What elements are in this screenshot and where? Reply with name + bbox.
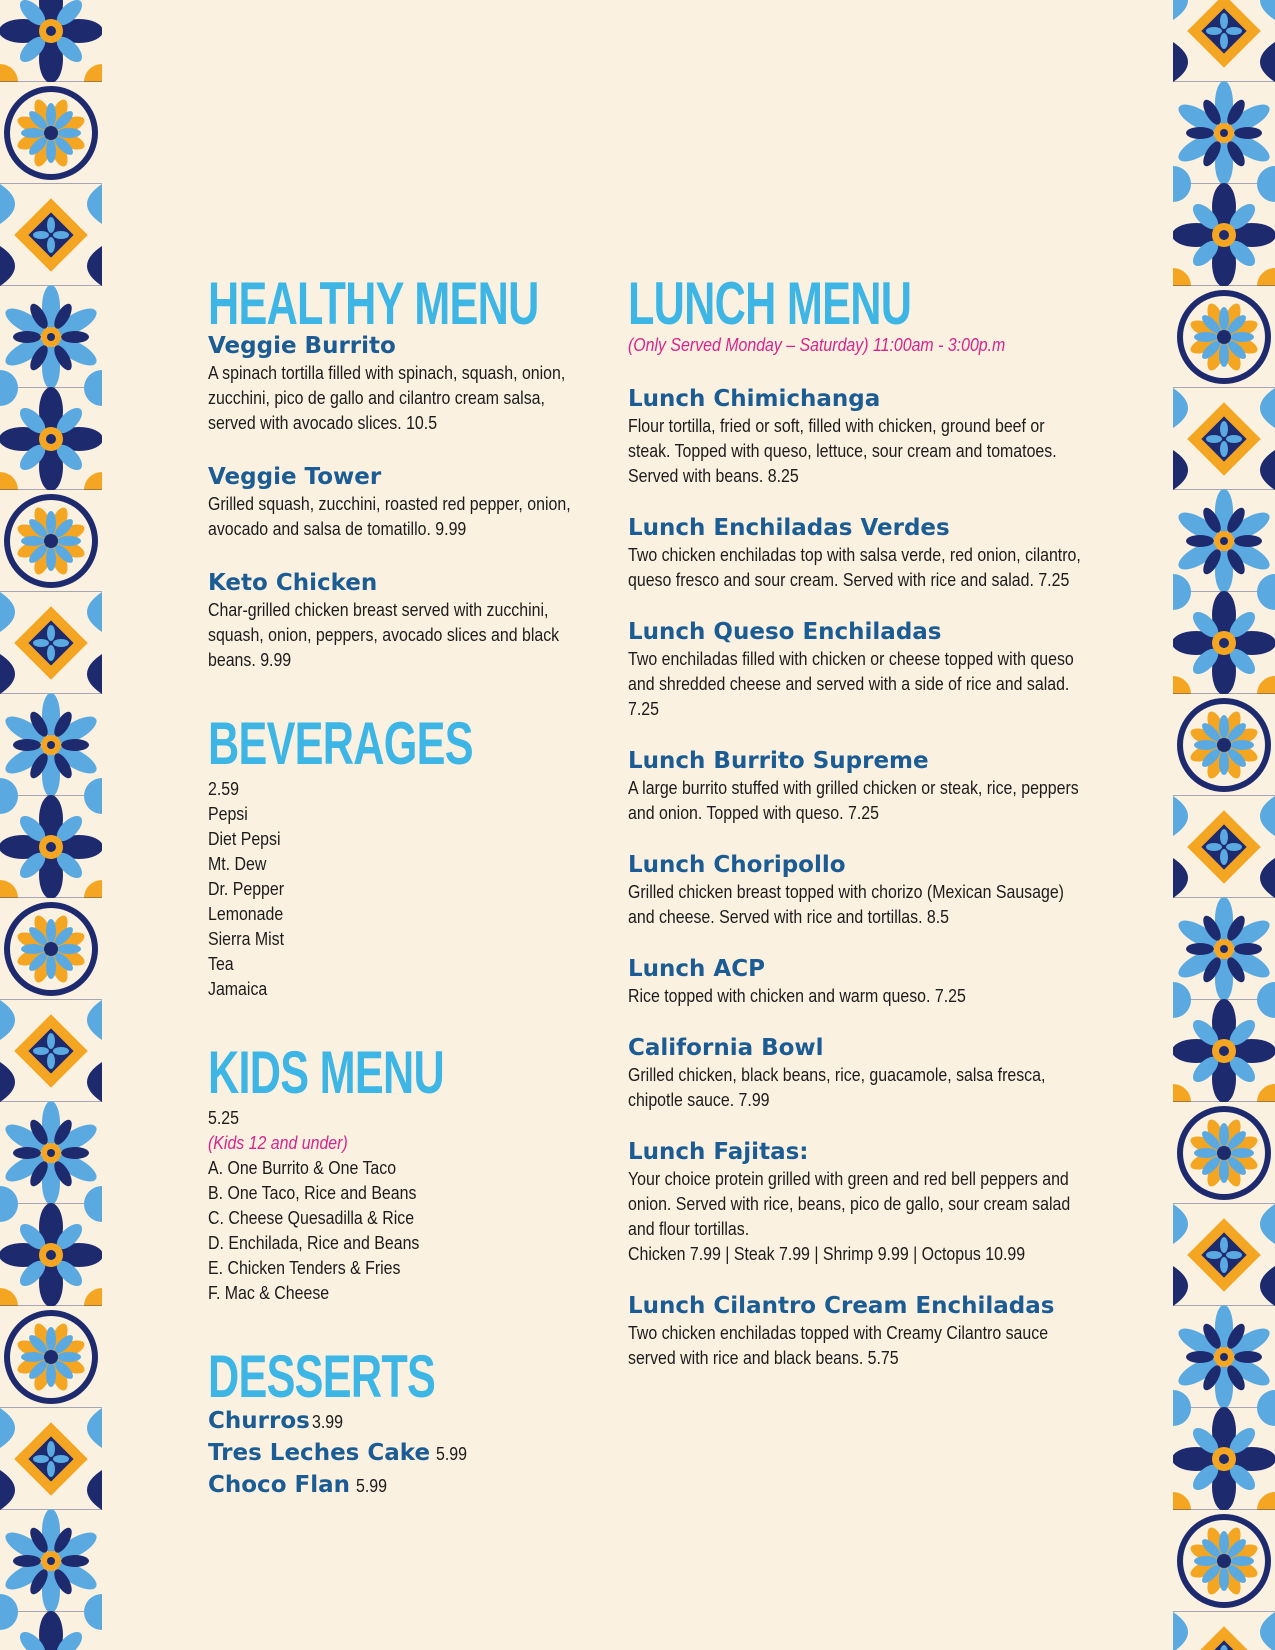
tile-motif — [1173, 694, 1275, 796]
item-description: Grilled chicken, black beans, rice, guacamole, salsa fresca, chipotle sauce. 7.99 — [628, 1064, 1046, 1110]
list-item: Sierra Mist — [208, 928, 285, 949]
tile-motif — [0, 82, 102, 184]
kids-age-note: (Kids 12 and under) — [208, 1132, 348, 1153]
item-price: 3.99 — [311, 1411, 343, 1432]
item-description: Two chicken enchiladas top with salsa verde, red onion, cilantro, queso fresco and sour cream. Served with rice and salad. 7.25 — [628, 544, 1081, 590]
item-name: Lunch ACP — [628, 956, 765, 982]
tile-motif — [0, 1306, 102, 1408]
item-name: Lunch Queso Enchiladas — [628, 619, 942, 645]
list-item: Dr. Pepper — [208, 878, 285, 899]
item-name: Tres Leches Cake — [208, 1440, 431, 1466]
menu-item — [628, 1034, 1088, 1112]
item-prices: Chicken 7.99 | Steak 7.99 | Shrimp 9.99 | Octopus 10.99 — [628, 1243, 1026, 1264]
item-name: Lunch Enchiladas Verdes — [628, 515, 950, 541]
tile-motif — [0, 490, 102, 592]
list-item: E. Chicken Tenders & Fries — [208, 1257, 401, 1278]
kids-price: 5.25 — [208, 1107, 239, 1128]
item-name: Churros — [208, 1408, 310, 1434]
menu-item — [628, 851, 1088, 929]
tile-motif — [1173, 574, 1275, 712]
talavera-tile-pattern — [0, 0, 102, 1650]
menu-item — [628, 385, 1088, 488]
left-tile-border — [0, 0, 102, 1650]
item-description: A spinach tortilla filled with spinach, squash, onion, zucchini, pico de gallo and cilantro cream salsa, served with avocado slices. 10.5 — [208, 362, 566, 433]
list-item: F. Mac & Cheese — [208, 1282, 330, 1303]
item-name: Veggie Burrito — [208, 333, 396, 359]
menu-item — [628, 514, 1088, 592]
item-description: Two enchiladas filled with chicken or cheese topped with queso and shredded cheese and served with a side of rice and salad. 7.25 — [628, 648, 1074, 719]
lunch-menu-title: LUNCH MENU — [628, 270, 912, 337]
left-column — [208, 272, 588, 1499]
list-item: B. One Taco, Rice and Beans — [208, 1182, 417, 1203]
item-price: 5.99 — [356, 1475, 387, 1496]
desserts-section — [208, 1345, 588, 1499]
healthy-menu-title: HEALTHY MENU — [208, 270, 539, 337]
lunch-hours-note: (Only Served Monday – Saturday) 11:00am - 3:00p.m — [628, 334, 1006, 355]
item-description: Grilled chicken breast topped with chorizo (Mexican Sausage) and cheese. Served with rice and tortillas. 8.5 — [628, 881, 1064, 927]
item-description: Grilled squash, zucchini, roasted red pepper, onion, avocado and salsa de tomatillo. 9.99 — [208, 493, 571, 539]
beverages-price: 2.59 — [208, 778, 239, 799]
item-description: Rice topped with chicken and warm queso. 7.25 — [628, 985, 966, 1006]
tile-motif — [1173, 1305, 1275, 1409]
kids-menu-title: KIDS MENU — [208, 1039, 444, 1106]
tile-motif — [0, 1101, 102, 1205]
item-name: California Bowl — [628, 1035, 824, 1061]
list-item: D. Enchilada, Rice and Beans — [208, 1232, 420, 1253]
dessert-item — [208, 1471, 588, 1499]
tile-motif — [0, 898, 102, 1000]
tile-motif — [0, 1408, 102, 1510]
item-name: Keto Chicken — [208, 570, 378, 596]
tile-motif — [1173, 0, 1275, 82]
item-name: Lunch Chimichanga — [628, 386, 881, 412]
lunch-menu-section — [628, 272, 1088, 1370]
item-name: Lunch Burrito Supreme — [628, 748, 929, 774]
tile-motif — [0, 693, 102, 797]
tile-motif — [1173, 81, 1275, 185]
item-name: Choco Flan — [208, 1472, 350, 1498]
menu-item — [628, 1138, 1088, 1266]
tile-motif — [1173, 286, 1275, 388]
dessert-item — [208, 1407, 588, 1435]
tile-motif — [0, 1000, 102, 1102]
tile-motif — [1173, 489, 1275, 593]
menu-item — [628, 1292, 1088, 1370]
tile-motif — [0, 370, 102, 508]
right-column — [628, 272, 1088, 1370]
list-item: C. Cheese Quesadilla & Rice — [208, 1207, 415, 1228]
tile-motif — [0, 1186, 102, 1324]
right-tile-border — [1173, 0, 1275, 1650]
list-item: A. One Burrito & One Taco — [208, 1157, 397, 1178]
item-name: Veggie Tower — [208, 464, 382, 490]
list-item: Tea — [208, 953, 234, 974]
tile-motif — [1173, 1390, 1275, 1528]
tile-motif — [0, 778, 102, 916]
menu-item — [208, 332, 588, 435]
tile-motif — [1173, 1204, 1275, 1306]
list-item: Mt. Dew — [208, 853, 267, 874]
healthy-menu-section — [208, 272, 588, 672]
item-description: Char-grilled chicken breast served with zucchini, squash, onion, peppers, avocado slices and black beans. 9.99 — [208, 599, 560, 670]
list-item: Diet Pepsi — [208, 828, 281, 849]
menu-item — [628, 618, 1088, 721]
list-item: Jamaica — [208, 978, 268, 999]
tile-motif — [0, 592, 102, 694]
kids-menu-section — [208, 1041, 588, 1305]
tile-motif — [0, 184, 102, 286]
list-item: Lemonade — [208, 903, 284, 924]
tile-motif — [1173, 982, 1275, 1120]
tile-motif — [1173, 166, 1275, 304]
beverages-title: BEVERAGES — [208, 710, 473, 777]
tile-motif — [1173, 897, 1275, 1001]
item-description: Two chicken enchiladas topped with Creamy Cilantro sauce served with rice and black beans. 5.75 — [628, 1322, 1049, 1368]
menu-item — [628, 747, 1088, 825]
tile-motif — [1173, 796, 1275, 898]
item-description: A large burrito stuffed with grilled chicken or steak, rice, peppers and onion. Topped with queso. 7.25 — [628, 777, 1079, 823]
dessert-item — [208, 1439, 588, 1467]
tile-motif — [1173, 1612, 1275, 1650]
tile-motif — [1173, 1102, 1275, 1204]
tile-motif — [0, 285, 102, 389]
desserts-title: DESSERTS — [208, 1343, 436, 1410]
menu-item — [208, 569, 588, 672]
list-item: Pepsi — [208, 803, 248, 824]
item-description: Flour tortilla, fried or soft, filled with chicken, ground beef or steak. Topped with queso, lettuce, sour cream and tomatoes. Served with beans. 8.25 — [628, 415, 1057, 486]
tile-motif — [1173, 1510, 1275, 1612]
item-name: Lunch Choripollo — [628, 852, 846, 878]
item-price: 5.99 — [436, 1443, 468, 1464]
item-description: Your choice protein grilled with green and red bell peppers and onion. Served with rice, beans, pico de gallo, sour cream salad and flour tortillas. — [628, 1168, 1071, 1239]
menu-item — [628, 955, 1088, 1008]
item-name: Lunch Fajitas: — [628, 1139, 809, 1165]
item-name: Lunch Cilantro Cream Enchiladas — [628, 1293, 1055, 1319]
menu-item — [208, 463, 588, 541]
tile-motif — [1173, 388, 1275, 490]
talavera-tile-pattern — [1173, 0, 1275, 1650]
tile-motif — [0, 1509, 102, 1613]
beverages-section — [208, 712, 588, 1001]
